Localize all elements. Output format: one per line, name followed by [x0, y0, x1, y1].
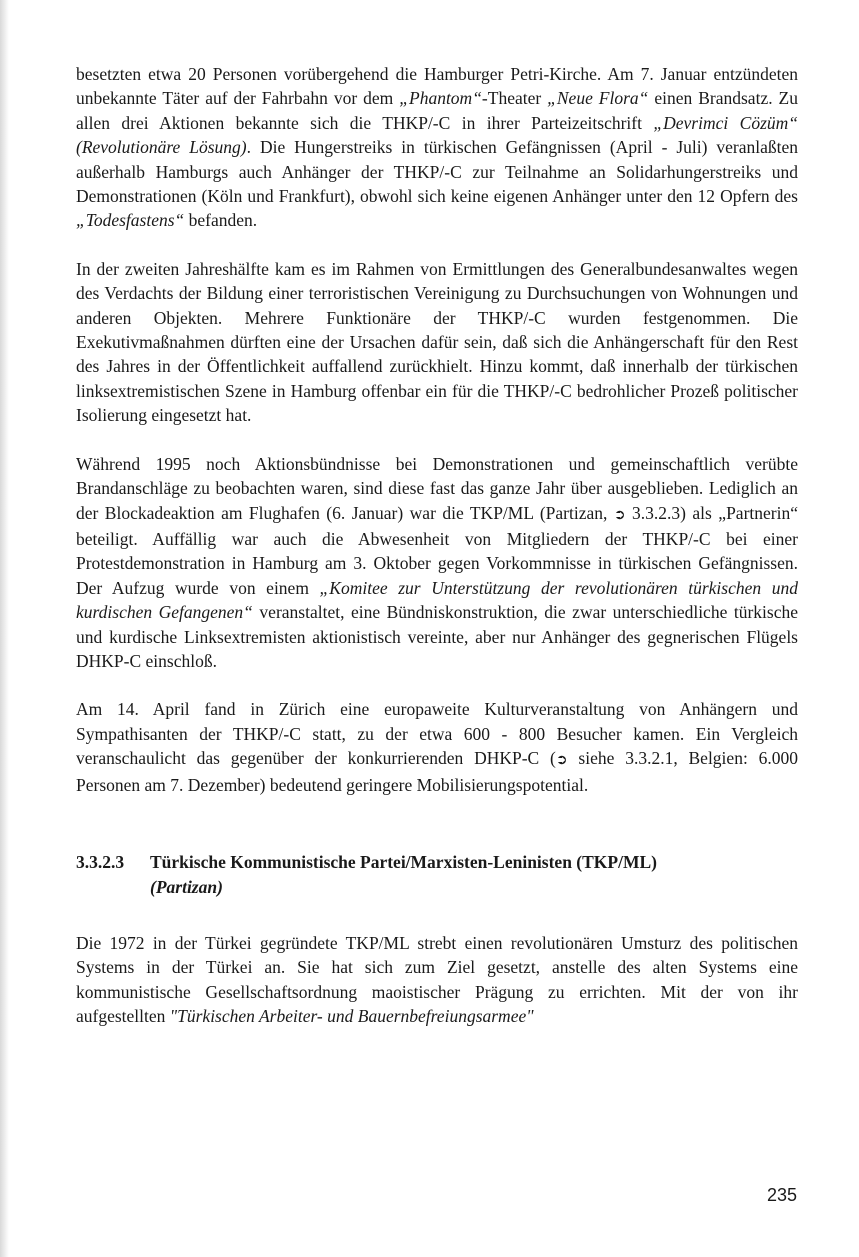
section-title-text: Türkische Kommunistische Partei/Marxisten-Leninisten (TKP/ML)	[150, 851, 657, 872]
paragraph-1	[76, 62, 798, 233]
text-run: siehe 3.3.2.1, Belgien: 6.000 Personen am 7. Dezember) bedeutend geringere Mobilisierungspotential.	[76, 748, 798, 795]
text-run: 3.3.2.3) als „Partnerin“ beteiligt. Auffällig war auch die Abwesenheit von Mitgliedern der THKP/-C bei einer Protestdemonstration in Hamburg am 3. Oktober gegen Vorkommnisse in türkischen Gefängnissen. Der Aufzug wurde von einem	[76, 502, 798, 598]
document-page	[76, 62, 798, 1029]
reference-arrow-icon: ➲	[613, 506, 626, 523]
paragraph-5	[76, 931, 798, 1029]
italic-run: „Todesfastens“	[76, 210, 185, 231]
text-run: -Theater	[481, 88, 548, 109]
italic-run: „Komitee zur Unterstützung der revolutionären türkischen und kurdischen Gefangenen“	[76, 577, 798, 623]
text-run: einen Brandsatz. Zu allen drei Aktionen bekannte sich die THKP/-C in ihrer Parteizeitschrift	[76, 88, 798, 133]
text-run: veranstaltet, eine Bündniskonstruktion, die zwar unterschiedliche türkische und kurdische Linksextremisten aktionistisch vereinte, aber nur Anhänger des gegnerischen Flügels DHKP-C einschloß.	[76, 602, 798, 671]
text-run: Am 14. April fand in Zürich eine europaweite Kulturveranstaltung von Anhängern und Sympathisanten der THKP/-C statt, zu der etwa 600 - 800 Besucher kamen. Ein Vergleich veranschaulicht das gegenüber der konkurrierenden DHKP-C (	[76, 699, 798, 769]
reference-arrow-icon: ➲	[555, 752, 568, 769]
italic-run: „Devrimci Cözüm“ (Revolutionäre Lösung)	[76, 112, 798, 158]
paragraph-2: In der zweiten Jahreshälfte kam es im Rahmen von Ermittlungen des Generalbundesanwaltes wegen des Verdachts der Bildung einer terroristischen Vereinigung zu Durchsuchungen von Wohnungen und anderen Objekten. Mehrere Funktionäre der THKP/-C wurden festgenommen. Die Exekutivmaßnahmen dürften eine der Ursachen dafür sein, daß sich die Anhängerschaft für den Rest des Jahres in der Öffentlichkeit auffallend zurückhielt. Hinzu kommt, daß innerhalb der türkischen linksextremistischen Szene in Hamburg offenbar ein für die THKP/-C bedrohlicher Prozeß politischer Isolierung eingesetzt hat.	[76, 258, 798, 426]
text-run: Während 1995 noch Aktionsbündnisse bei Demonstrationen und gemeinschaftlich verübte Brandanschläge zu beobachten waren, sind diese fast das ganze Jahr über ausgeblieben. Lediglich an der Blockadeaktion am Flughafen (6. Januar) war die TKP/ML (Partizan,	[76, 453, 798, 523]
italic-run: "Türkischen Arbeiter- und Bauernbefreiungsarmee"	[169, 1006, 534, 1027]
italic-run: „Neue Flora“	[547, 88, 649, 109]
section-number: 3.3.2.3	[76, 851, 125, 872]
section-title	[150, 850, 798, 900]
text-run: befanden.	[184, 210, 258, 231]
italic-run: „Phantom“	[399, 88, 482, 109]
page-number: 235	[766, 1185, 797, 1205]
paragraph-3	[76, 452, 798, 674]
section-heading	[76, 850, 798, 900]
paragraph-4	[76, 697, 798, 797]
page-edge-shadow	[0, 0, 9, 1257]
text-run: Die 1972 in der Türkei gegründete TKP/ML strebt einen revolutionären Umsturz des politischen Systems in der Türkei an. Sie hat sich zum Ziel gesetzt, anstelle des alten Systems eine kommunistische Gesellschaftsordnung maoistischer Prägung zu errichten. Mit der von ihr aufgestellten	[76, 932, 798, 1027]
section-subtitle: (Partizan)	[150, 876, 223, 897]
text-run: . Die Hungerstreiks in türkischen Gefängnissen (April - Juli) veranlaßten außerhalb Hamburgs auch Anhänger der THKP/-C zur Teilnahme an Solidarhungerstreiks und Demonstrationen (Köln und Frankfurt), obwohl sich keine eigenen Anhänger unter den 12 Opfern des	[76, 137, 799, 207]
text-run: besetzten etwa 20 Personen vorübergehend die Hamburger Petri-Kirche. Am 7. Januar entzündeten unbekannte Täter auf der Fahrbahn vor dem	[76, 64, 798, 109]
